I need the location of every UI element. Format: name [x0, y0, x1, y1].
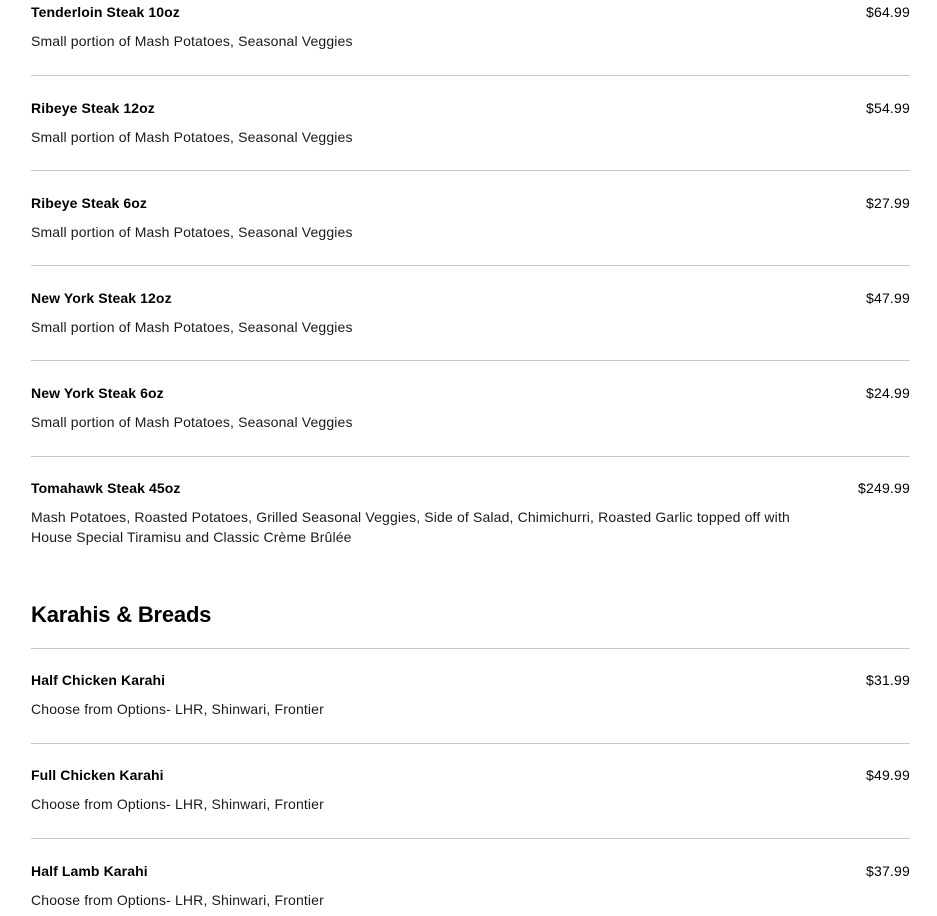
menu-item[interactable] [31, 668, 910, 719]
menu-item-header [31, 191, 910, 215]
menu-item-price: $54.99 [865, 100, 910, 116]
section-title: Karahis & Breads [31, 602, 212, 627]
menu-item-description: Mash Potatoes, Roasted Potatoes, Grilled Seasonal Veggies, Side of Salad, Chimichurri, Roasted Garlic topped off with House Special Tiramisu and Classic Crème Brûlée [31, 509, 790, 545]
divider [31, 170, 910, 171]
menu-item-description: Choose from Options- LHR, Shinwari, Frontier [31, 796, 324, 812]
menu-item-description: Small portion of Mash Potatoes, Seasonal Veggies [31, 129, 353, 145]
divider [31, 838, 910, 839]
menu-item-name: Half Chicken Karahi [31, 672, 166, 688]
divider [31, 456, 910, 457]
menu-item-description: Small portion of Mash Potatoes, Seasonal Veggies [31, 33, 353, 49]
menu-item-description: Small portion of Mash Potatoes, Seasonal Veggies [31, 224, 353, 240]
menu-item-header [31, 286, 910, 310]
menu-item-description: Small portion of Mash Potatoes, Seasonal Veggies [31, 414, 353, 430]
menu-item-price: $31.99 [865, 672, 910, 688]
menu-item[interactable] [31, 286, 910, 337]
menu-item-price: $24.99 [865, 385, 910, 401]
menu-item[interactable] [31, 0, 910, 51]
menu-item[interactable] [31, 476, 910, 547]
menu-item[interactable] [31, 381, 910, 432]
menu-item-name: New York Steak 6oz [31, 385, 164, 401]
menu-item-price: $49.99 [865, 767, 910, 783]
menu-item-price: $27.99 [865, 195, 910, 211]
menu-item[interactable] [31, 859, 910, 910]
menu-item-header [31, 0, 910, 24]
menu-item[interactable] [31, 763, 910, 814]
menu-item-name: Ribeye Steak 12oz [31, 100, 155, 116]
divider [31, 75, 910, 76]
divider [31, 360, 910, 361]
menu-item-name: Half Lamb Karahi [31, 863, 148, 879]
menu-item-header [31, 476, 910, 500]
menu-item-price: $64.99 [865, 4, 910, 20]
divider [31, 265, 910, 266]
divider [31, 648, 910, 649]
menu-item[interactable] [31, 96, 910, 147]
menu-item[interactable] [31, 191, 910, 242]
menu-item-header [31, 96, 910, 120]
menu-item-name: Tomahawk Steak 45oz [31, 480, 181, 496]
menu-item-header [31, 381, 910, 405]
divider [31, 743, 910, 744]
menu-item-description: Small portion of Mash Potatoes, Seasonal Veggies [31, 319, 353, 335]
menu-item-header [31, 763, 910, 787]
menu-item-price: $249.99 [857, 480, 910, 496]
menu-item-name: Ribeye Steak 6oz [31, 195, 147, 211]
menu-item-name: New York Steak 12oz [31, 290, 172, 306]
menu-item-name: Tenderloin Steak 10oz [31, 4, 180, 20]
menu-item-header [31, 668, 910, 692]
menu-item-header [31, 859, 910, 883]
menu-item-description: Choose from Options- LHR, Shinwari, Frontier [31, 701, 324, 717]
menu-item-price: $37.99 [865, 863, 910, 879]
menu-item-price: $47.99 [865, 290, 910, 306]
menu-item-name: Full Chicken Karahi [31, 767, 164, 783]
menu-item-description: Choose from Options- LHR, Shinwari, Frontier [31, 892, 324, 908]
